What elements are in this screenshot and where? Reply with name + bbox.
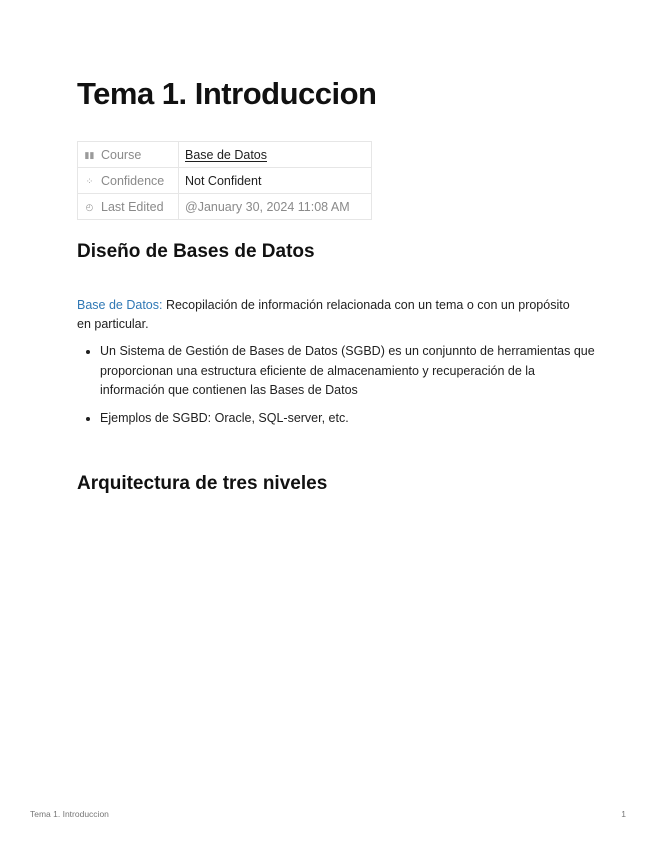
property-key-confidence: Confidence xyxy=(101,173,165,188)
definition-text: Recopilación de información relacionada con un tema o con un propósito en particular. xyxy=(77,298,570,331)
footer-title: Tema 1. Introduccion xyxy=(30,809,109,819)
property-key-cell xyxy=(78,142,179,168)
list-item-text: Un Sistema de Gestión de Bases de Datos (SGBD) es un conjunnto de herramientas que proporcionan una estructura eficiente de almacenamiento y recuperación de la información que contienen las Bases de Datos xyxy=(100,344,595,397)
bullet-icon xyxy=(86,417,90,421)
page-title: Tema 1. Introduccion xyxy=(77,76,377,111)
property-key-last-edited: Last Edited xyxy=(101,199,164,214)
property-row-last-edited xyxy=(78,194,372,220)
book-icon: ▮▮ xyxy=(84,149,95,160)
list-item-text: Ejemplos de SGBD: Oracle, SQL-server, etc. xyxy=(100,410,349,425)
bullet-list xyxy=(77,342,600,436)
list-item xyxy=(100,409,600,429)
property-row-confidence xyxy=(78,168,372,194)
clock-icon: ◴ xyxy=(85,201,94,212)
section-heading-arquitectura: Arquitectura de tres niveles xyxy=(77,473,328,494)
property-value-cell xyxy=(179,142,372,168)
section-heading-diseno: Diseño de Bases de Datos xyxy=(77,241,315,262)
property-key-cell xyxy=(78,194,179,220)
loading-icon: ⁘ xyxy=(85,175,94,186)
list-item xyxy=(100,342,600,401)
definition-paragraph xyxy=(77,296,577,334)
footer-page-number: 1 xyxy=(621,809,626,819)
property-value-cell xyxy=(179,168,372,194)
property-key-course: Course xyxy=(101,147,142,162)
course-link[interactable]: Base de Datos xyxy=(185,147,267,162)
term-base-de-datos: Base de Datos: xyxy=(77,298,163,312)
confidence-value[interactable]: Not Confident xyxy=(185,173,262,188)
property-value-cell xyxy=(179,194,372,220)
last-edited-value: @January 30, 2024 11:08 AM xyxy=(185,199,350,214)
properties-table xyxy=(77,141,372,220)
bullet-icon xyxy=(86,350,90,354)
property-key-cell xyxy=(78,168,179,194)
property-row-course xyxy=(78,142,372,168)
